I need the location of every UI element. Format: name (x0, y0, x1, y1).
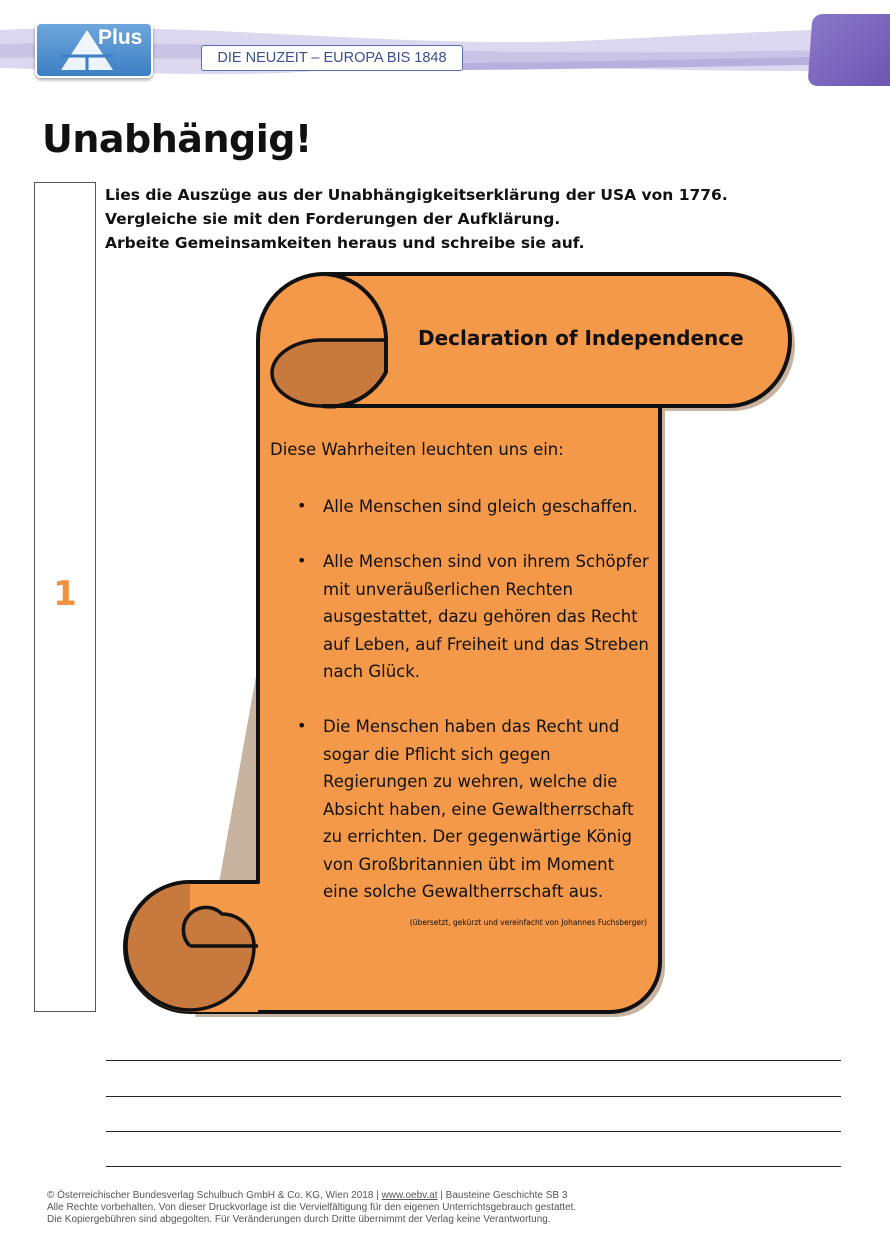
answer-line[interactable] (106, 1096, 841, 1097)
instruction-line: Vergleiche sie mit den Forderungen der Aufklärung. (105, 210, 561, 228)
footer-line-1: © Österreichischer Bundesverlag Schulbuch GmbH & Co. KG, Wien 2018 | www.oebv.at | Bausteine Geschichte SB 3 (47, 1190, 568, 1201)
source-note: (übersetzt, gekürzt und vereinfacht von Johannes Fuchsberger) (409, 918, 647, 927)
bullet-item: Alle Menschen sind von ihrem Schöpfer mit unveräußerlichen Rechten ausgestattet, dazu gehören das Recht auf Leben, auf Freiheit und das Streben nach Glück. (323, 552, 649, 681)
topic-label: DIE NEUZEIT – EUROPA BIS 1848 (201, 45, 463, 71)
instruction-line: Lies die Auszüge aus der Unabhängigkeitserklärung der USA von 1776. (105, 186, 728, 204)
bullet-item: Die Menschen haben das Recht und sogar die Pflicht sich gegen Regierungen zu wehren, welche die Absicht haben, eine Gewaltherrschaft zu errichten. Der gegenwärtige König von Großbritannien übt im Moment eine solche Gewaltherrschaft aus. (323, 717, 634, 901)
publisher-link[interactable]: www.oebv.at (381, 1190, 438, 1201)
answer-line[interactable] (106, 1060, 841, 1061)
task-number: 1 (53, 574, 77, 614)
footer-line-2: Alle Rechte vorbehalten. Von dieser Druckvorlage ist die Vervielfältigung für den eigenen Unterrichtsgebrauch gestattet. (47, 1202, 577, 1214)
instruction-line: Arbeite Gemeinsamkeiten heraus und schreibe sie auf. (105, 234, 585, 252)
bullet-icon: • (297, 716, 307, 735)
bullet-item: Alle Menschen sind gleich geschaffen. (323, 497, 638, 516)
scroll-intro: Diese Wahrheiten leuchten uns ein: (270, 440, 564, 459)
logo-text: Plus (98, 26, 143, 49)
answer-line[interactable] (106, 1131, 841, 1132)
scroll-title: Declaration of Independence (418, 326, 744, 350)
footer (47, 1190, 576, 1227)
answer-line[interactable] (106, 1166, 841, 1167)
page-title: Unabhängig! (42, 117, 312, 161)
footer-line-3: Die Kopiergebühren sind abgegolten. Für Veränderungen durch Dritte übernimmt der Verlag keine Verantwortung. (47, 1214, 551, 1226)
bullet-icon: • (297, 551, 307, 570)
bullet-icon: • (297, 496, 307, 515)
